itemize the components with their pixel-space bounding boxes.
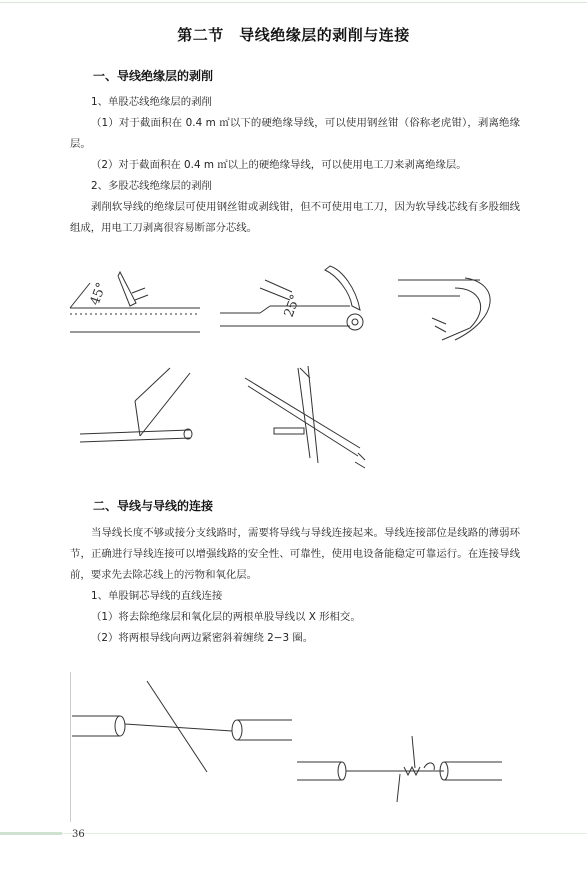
figure-guide-line [70,672,71,822]
stripping-figures [60,258,540,478]
subheading-multi-core: 2、多股芯线绝缘层的剥削 [91,180,212,192]
paragraph-small-section: （1）对于截面积在 0.4 m ㎡以下的硬绝缘导线，可以使用钢丝钳（俗称老虎钳），剥离绝缘层。 [70,117,520,150]
pliers-stripping-illustration [245,366,365,468]
paragraph-connection-intro: 当导线长度不够或接分支线路时，需要将导线与导线连接起来。导线连接部位是线路的薄弱环节，正确进行导线连接可以增强线路的安全性、可靠性，使用电设备能稳定可靠运行。在连接导线前，要求先去除芯线上的污物和氧化层。 [70,527,520,581]
step-1-cross: （1）将去除绝缘层和氧化层的两根单股导线以 X 形相交。 [91,611,361,623]
twist-illustration [297,736,502,802]
knife-on-wire-illustration [80,368,192,442]
section-heading-connection: 二、导线与导线的连接 [93,499,214,513]
wire-45-illustration [70,272,200,332]
section-heading-stripping: 一、导线绝缘层的剥削 [93,69,214,83]
wire-25-illustration [220,266,363,330]
footer-rule [62,833,587,834]
footer-accent-bar [0,832,62,835]
connection-figures [72,676,542,826]
top-rule [0,2,587,3]
subheading-copper-straight: 1、单股铜芯导线的直线连接 [91,590,223,602]
paragraph-multi-core: 剥削软导线的绝缘层可使用钢丝钳或剥线钳，但不可使用电工刀，因为软导线芯线有多股细线组成，用电工刀剥离很容易断部分芯线。 [70,201,520,234]
step-2-twist: （2）将两根导线向两边紧密斜着缠绕 2−3 圈。 [91,632,314,644]
paragraph-large-section: （2）对于截面积在 0.4 m ㎡以上的硬绝缘导线，可以使用电工刀来剥离绝缘层。 [91,159,467,171]
page-title: 第二节 导线绝缘层的剥削与连接 [177,26,410,44]
curved-blade-illustration [398,278,490,340]
angle-25-label: 25° [281,292,304,320]
angle-45-label: 45° [87,280,110,308]
page-number: 36 [72,829,85,840]
subheading-single-core: 1、单股芯线绝缘层的剥削 [91,96,212,108]
x-cross-illustration [72,681,292,772]
